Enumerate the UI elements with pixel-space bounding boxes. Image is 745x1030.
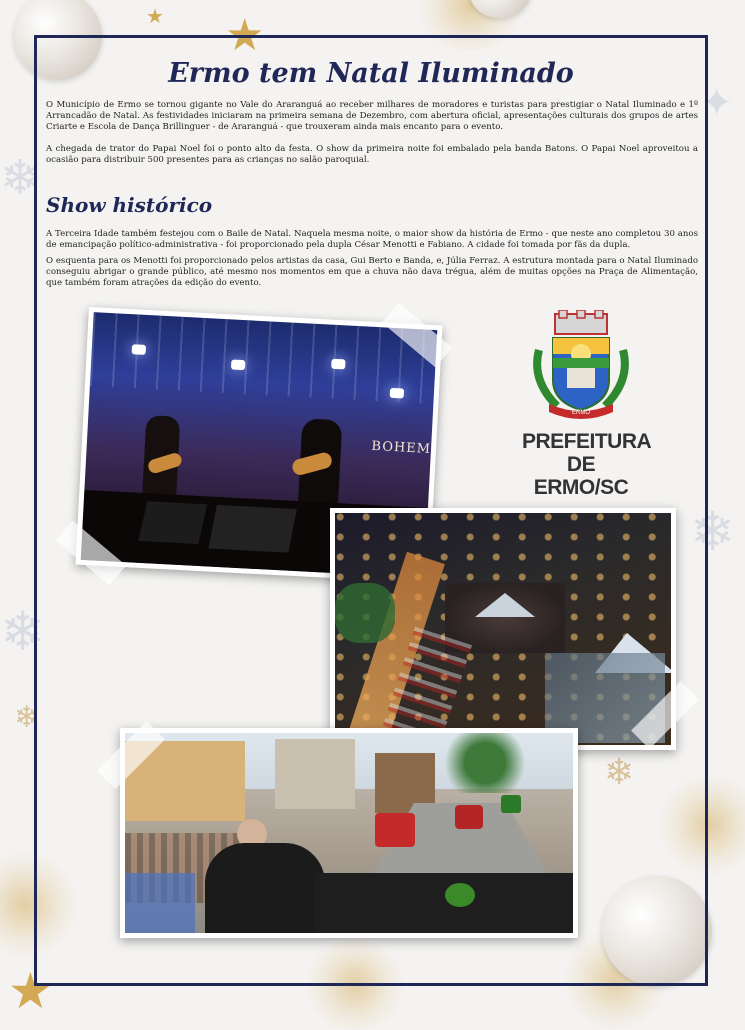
crest-name-line1: PREFEITURA (522, 430, 652, 453)
tractor-parade-photo (120, 728, 578, 938)
snowflake-icon: ❄ (14, 700, 40, 735)
section-paragraph-1: A Terceira Idade também festejou com o Baile de Natal. Naquela mesma noite, o maior show da história de Ermo - que neste ano completou 30 anos de emancipação político-administrativa - foi proporcionado pela dupla César Menotti e Fabiano. A cidade foi tomada por fãs da dupla. (46, 229, 698, 251)
crest-label: ERMO (572, 410, 590, 416)
intro-paragraph-2: A chegada de trator do Papai Noel foi o ponto alto da festa. O show da primeira noite foi embalado pela banda Batons. O Papai Noel aproveitou a ocasião para distribuir 500 presentes para as crianças no salão paroquial. (46, 144, 698, 166)
city-hall-logo (522, 310, 652, 499)
aerial-night-photo (330, 508, 676, 750)
snowflake-icon: ❄ (0, 600, 46, 663)
article-title: Ermo tem Natal Iluminado (168, 58, 574, 89)
snowflake-icon: ✦ (700, 80, 734, 126)
intro-paragraph-1: O Município de Ermo se tornou gigante no Vale do Araranguá ao receber milhares de moradores e turistas para prestigiar o Natal Iluminado e 1º Arrancadão de Natal. As festividades iniciaram na primeira semana de Dezembro, com abertura oficial, apresentações culturais dos grupos de artes Criarte e Escola de Dança Brillinguer - de Araranguá - que trouxeram ainda mais encanto para o evento. (46, 100, 698, 133)
star-icon: ★ (146, 4, 164, 28)
stage-banner: BOHEM (371, 438, 432, 457)
crest-name-line2: DE ERMO/SC (533, 453, 629, 499)
section-paragraph-2: O esquenta para os Menotti foi proporcionado pelos artistas da casa, Gui Berto e Banda, e, Júlia Ferraz. A estrutura montada para o Natal Iluminado conseguiu abrigar o grande público, até mesmo nos momentos em que a chuva não dava trégua, além de muitas opções na Praça de Alimentação, que também foram atrações da edição do evento. (46, 256, 698, 289)
snowflake-icon: ❄ (690, 500, 736, 563)
coat-of-arms-icon (529, 310, 633, 420)
section-title: Show histórico (46, 193, 213, 217)
star-icon: ★ (225, 10, 265, 61)
snowflake-icon: ❄ (0, 150, 41, 206)
christmas-ornament-top-right (470, 0, 530, 18)
star-icon: ★ (8, 962, 53, 1020)
snowflake-icon: ❄ (604, 752, 635, 793)
